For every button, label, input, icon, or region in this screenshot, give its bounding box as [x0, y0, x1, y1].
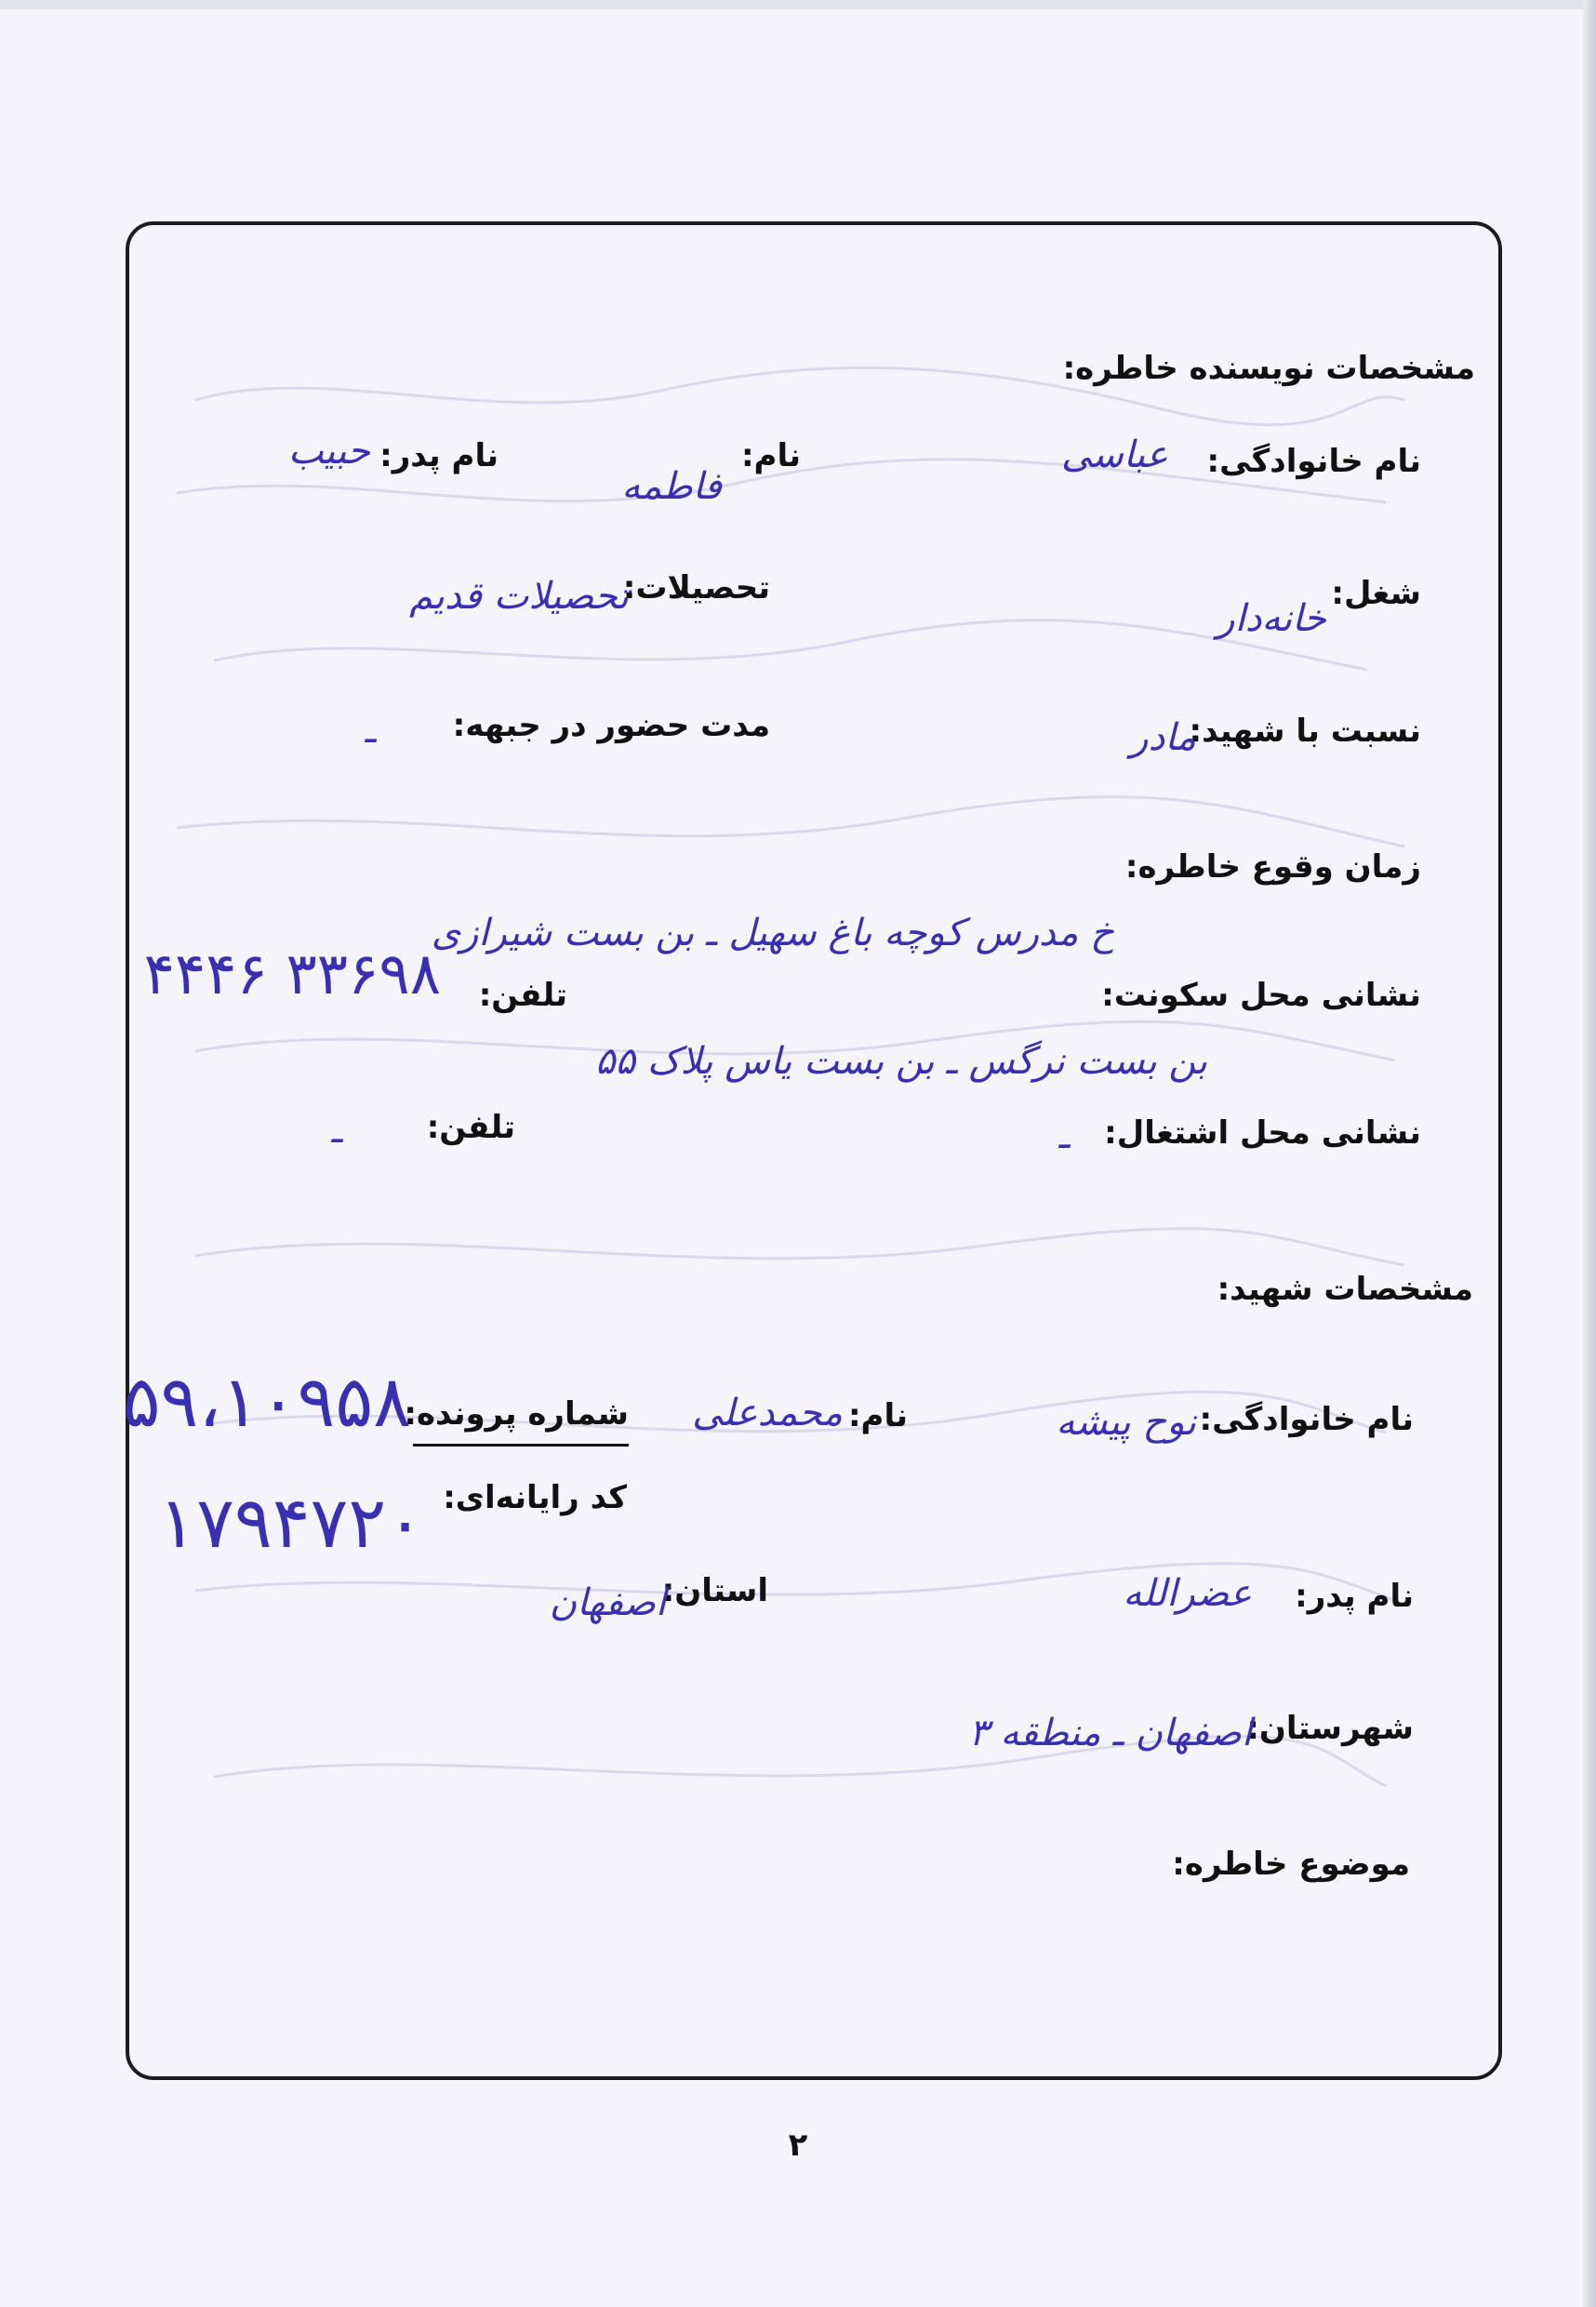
martyr-section-heading: مشخصات شهید:: [1217, 1271, 1473, 1308]
writer-relation-label: نسبت با شهید:: [1189, 713, 1421, 750]
writer-work-phone-value: ـ: [331, 1109, 342, 1152]
writer-work-address-value: ـ: [1058, 1114, 1070, 1157]
martyr-first-name-label: نام:: [847, 1397, 908, 1434]
martyr-city-value: اصفهان ـ منطقه ۳: [968, 1712, 1252, 1754]
writer-relation-value: مادر: [1130, 716, 1196, 759]
writer-home-address-line1: خ مدرس کوچه باغ سهیل ـ بن بست شیرازی: [431, 912, 1114, 954]
writer-home-address-line2: بن بست نرگس ـ بن بست یاس پلاک ۵۵: [595, 1040, 1207, 1083]
writer-work-address-label: نشانی محل اشتغال:: [1104, 1114, 1421, 1152]
page-number: ۲: [788, 2127, 808, 2164]
writer-section-heading: مشخصات نویسنده خاطره:: [1062, 350, 1475, 387]
martyr-city-label: شهرستان:: [1246, 1710, 1414, 1747]
writer-job-value: خانه‌دار: [1217, 597, 1326, 640]
martyr-father-label: نام پدر:: [1295, 1578, 1414, 1615]
writer-job-label: شغل:: [1331, 575, 1421, 612]
writer-front-duration-label: مدت حضور در جبهه:: [452, 707, 770, 744]
writer-last-name-value: عباسی: [1061, 433, 1168, 476]
martyr-computer-code-value: ۱۷۹۴۷۲۰: [158, 1481, 424, 1564]
writer-education-label: تحصیلات:: [622, 569, 770, 607]
page-right-edge: [1583, 0, 1596, 2307]
martyr-file-number-label: شماره پرونده:: [404, 1395, 629, 1433]
martyr-last-name-label: نام خانوادگی:: [1199, 1401, 1414, 1438]
writer-first-name-value: فاطمه: [621, 465, 722, 508]
martyr-province-value: اصفهان: [549, 1581, 666, 1624]
writer-home-phone-label: تلفن:: [478, 977, 567, 1014]
memory-subject-label: موضوع خاطره:: [1172, 1846, 1410, 1883]
writer-father-label: نام پدر:: [379, 437, 499, 474]
martyr-first-name-value: محمدعلی: [692, 1392, 843, 1434]
writer-home-address-label: نشانی محل سکونت:: [1101, 977, 1421, 1014]
writer-front-duration-value: ـ: [365, 709, 376, 752]
writer-event-time-label: زمان وقوع خاطره:: [1124, 848, 1421, 886]
file-number-underline: [413, 1444, 629, 1447]
martyr-province-label: استان:: [661, 1572, 768, 1609]
page-top-edge: [0, 0, 1596, 9]
writer-home-phone-value: ۳۳۶۹۸ ۴۴۴۶: [143, 940, 441, 1007]
writer-father-value: حبیب: [287, 430, 370, 473]
writer-last-name-label: نام خانوادگی:: [1206, 443, 1421, 480]
writer-education-value: تحصیلات قدیم: [409, 575, 629, 618]
martyr-file-number-value: ۵۹،۱۰۹۵۸: [122, 1360, 411, 1443]
martyr-last-name-value: نوح پیشه: [1056, 1401, 1196, 1444]
martyr-father-value: عضرالله: [1123, 1572, 1252, 1615]
writer-work-phone-label: تلفن:: [426, 1109, 515, 1146]
writer-first-name-label: نام:: [740, 437, 801, 474]
martyr-computer-code-label: کد رایانه‌ای:: [443, 1479, 627, 1516]
